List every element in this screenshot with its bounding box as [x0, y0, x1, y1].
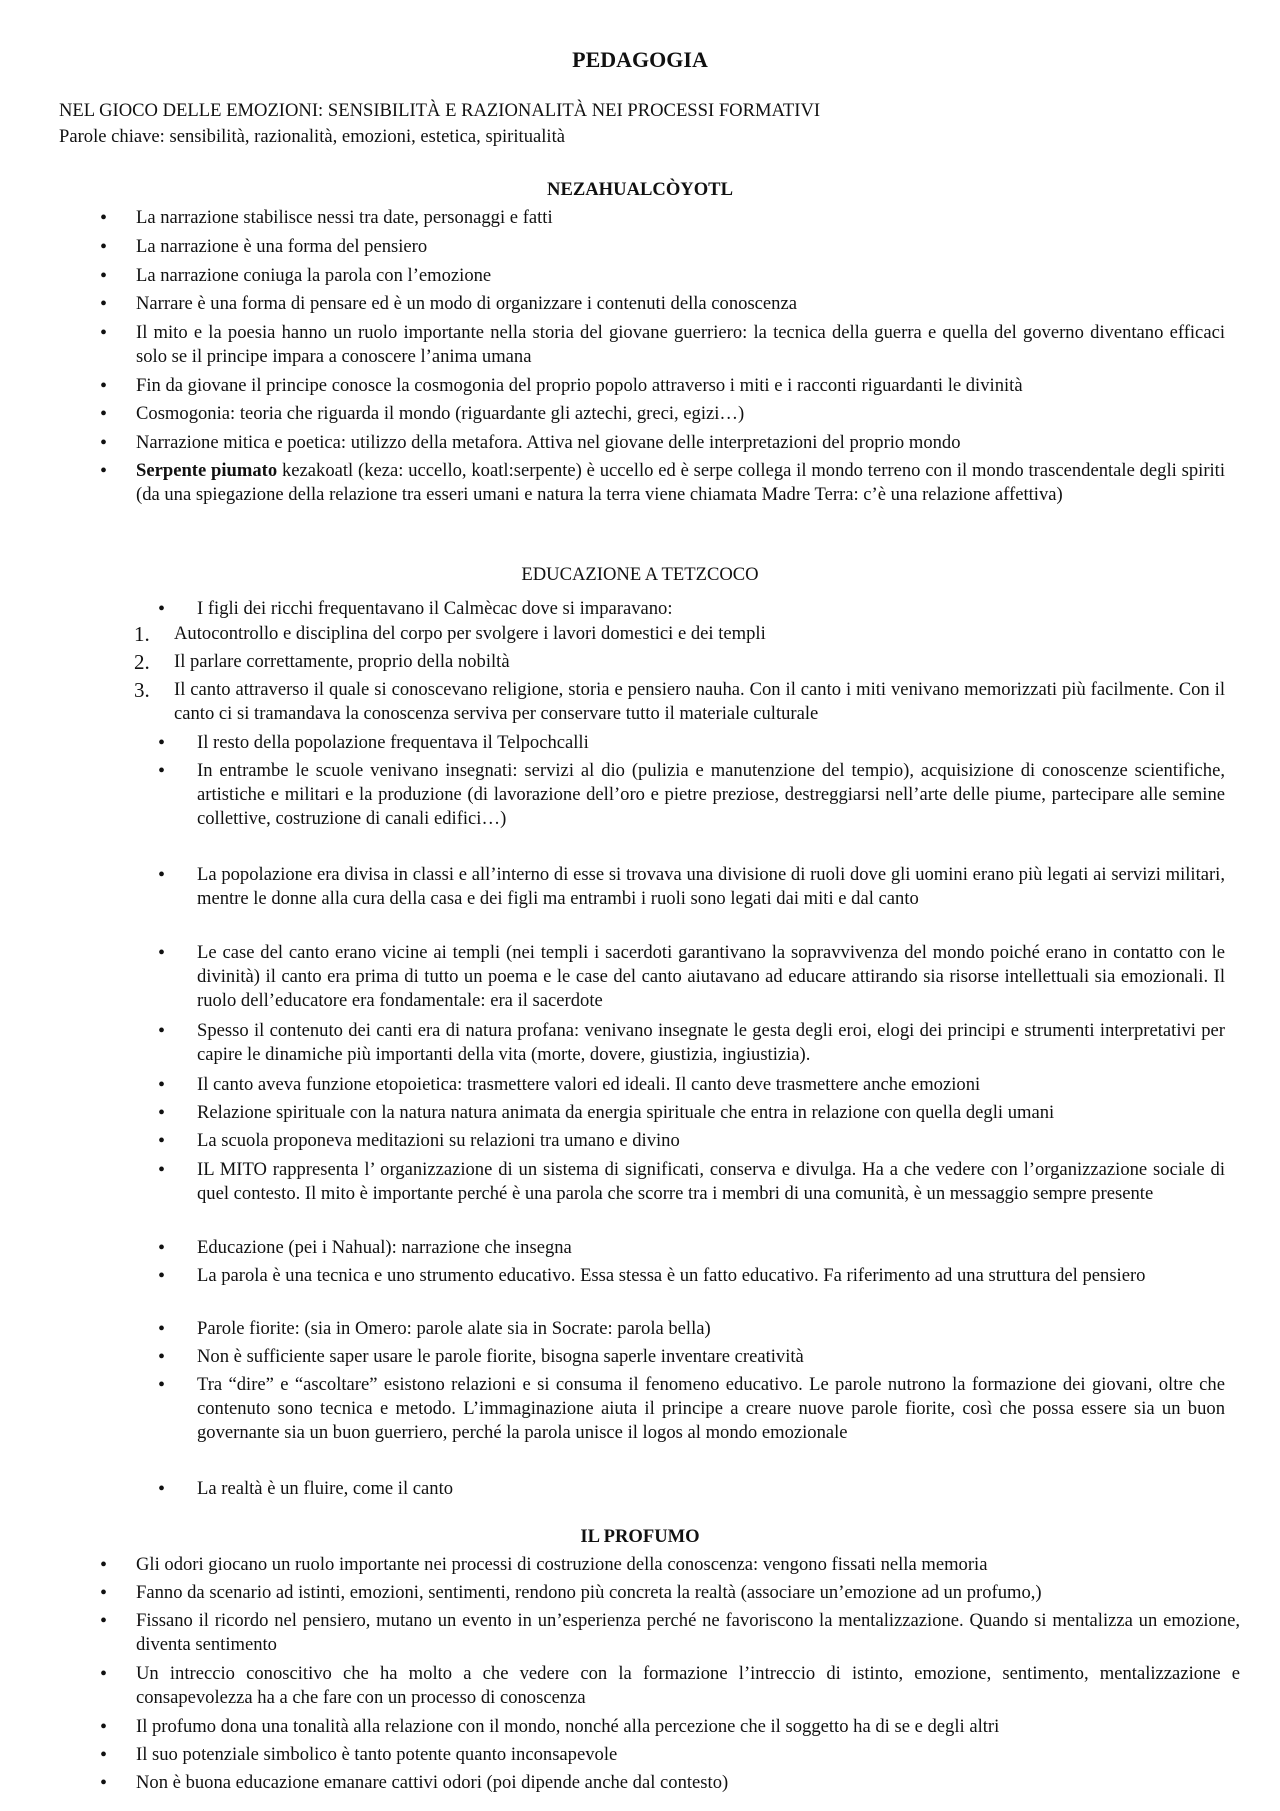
list-item: • Il resto della popolazione frequentava il Telpochcalli: [197, 731, 1225, 755]
list-item: • Narrazione mitica e poetica: utilizzo della metafora. Attiva nel giovane delle interpretazioni del proprio mondo: [136, 431, 1225, 455]
numbered-item: [134, 650, 1225, 674]
bold-term: Serpente piumato: [136, 460, 278, 481]
item-number: 1.: [134, 622, 150, 646]
list-item: • Non è sufficiente saper usare le parole fiorite, bisogna saperle inventare creatività: [197, 1345, 1225, 1369]
document-title: PEDAGOGIA: [572, 47, 708, 72]
list-item: • Un intreccio conoscitivo che ha molto a che vedere con la formazione l’intreccio di istinto, emozione, sentimento, mentalizzazione e consapevolezza ha a che fare con un processo di conoscenza: [136, 1662, 1240, 1710]
list-item: • Il suo potenziale simbolico è tanto potente quanto inconsapevole: [136, 1743, 1240, 1767]
list-item: • IL MITO rappresenta l’ organizzazione di un sistema di significati, conserva e divulga. Ha a che vedere con l’organizzazione sociale di quel contesto. Il mito è importante perché è una parola che scorre tra i membri di una comunità, è un messaggio sempre presente: [197, 1158, 1225, 1206]
item-text: kezakoatl (keza: uccello, koatl:serpente) è uccello ed è serpe collega il mondo terreno con il mondo trascendentale degli spiriti (da una spiegazione della relazione tra esseri umani e natura la terra viene chiamata Madre Terra: c’è una relazione affettiva): [136, 460, 1226, 505]
numbered-item: [134, 678, 1225, 726]
list-item: • Parole fiorite: (sia in Omero: parole alate sia in Socrate: parola bella): [197, 1317, 1225, 1341]
list-item: • Gli odori giocano un ruolo importante nei processi di costruzione della conoscenza: vengono fissati nella memoria: [136, 1553, 1240, 1577]
list-item: • Non è buona educazione emanare cattivi odori (poi dipende anche dal contesto): [136, 1771, 1240, 1795]
list-item: • Narrare è una forma di pensare ed è un modo di organizzare i contenuti della conoscenza: [136, 292, 1225, 316]
list-item: • Tra “dire” e “ascoltare” esistono relazioni e si consuma il fenomeno educativo. Le parole nutrono la formazione dei giovani, oltre che contenuto sono tecnica e metodo. L’immaginazione aiuta il principe a creare nuove parole fiorite, così che possa essere sia un buon governante sia un buon guerriero, perché la parola unisce il logos al mondo emozionale: [197, 1373, 1225, 1445]
keywords-line: Parole chiave: sensibilità, razionalità, emozioni, estetica, spiritualità: [59, 126, 565, 147]
numbered-item: [134, 622, 1225, 646]
list-item: [136, 459, 1225, 507]
list-item: • Spesso il contenuto dei canti era di natura profana: venivano insegnate le gesta degli eroi, elogi dei principi e strumenti interpretativi per capire le dinamiche più importanti della vita (morte, dovere, giustizia, ingiustizia).: [197, 1019, 1225, 1067]
list-item: • Fanno da scenario ad istinti, emozioni, sentimenti, rendono più concreta la realtà (associare un’emozione ad un profumo,): [136, 1581, 1240, 1605]
intro-item: • I figli dei ricchi frequentavano il Calmècac dove si imparavano:: [197, 597, 673, 621]
item-number: 2.: [134, 650, 150, 674]
list-item: • Relazione spirituale con la natura natura animata da energia spirituale che entra in relazione con quella degli umani: [197, 1101, 1225, 1125]
list-item: • Fissano il ricordo nel pensiero, mutano un evento in un’esperienza perché ne favoriscono la mentalizzazione. Quando si mentalizza un emozione, diventa sentimento: [136, 1609, 1240, 1657]
list-item: • La narrazione è una forma del pensiero: [136, 235, 1225, 259]
list-item: • Cosmogonia: teoria che riguarda il mondo (riguardante gli aztechi, greci, egizi…): [136, 402, 1225, 426]
list-item: • In entrambe le scuole venivano insegnati: servizi al dio (pulizia e manutenzione del tempio), acquisizione di conoscenze scientifiche, artistiche e militari e la produzione (di lavorazione dell’oro e pietre preziose, destreggiarsi nell’arte delle piume, partecipare alle semine collettive, costruzione di canali edifici…): [197, 759, 1225, 831]
list-item: • Il profumo dona una tonalità alla relazione con il mondo, nonché alla percezione che il soggetto ha di se e degli altri: [136, 1715, 1240, 1739]
list-item: • La narrazione coniuga la parola con l’emozione: [136, 264, 1225, 288]
list-item: • La narrazione stabilisce nessi tra date, personaggi e fatti: [136, 206, 1225, 230]
item-text: Il parlare correttamente, proprio della nobiltà: [174, 651, 510, 672]
list-item: • La popolazione era divisa in classi e all’interno di esse si trovava una divisione di ruoli dove gli uomini erano più legati ai servizi militari, mentre le donne alla cura della casa e dei figli ma entrambi i ruoli sono legati dai miti e dal canto: [197, 863, 1225, 911]
item-text: Autocontrollo e disciplina del corpo per svolgere i lavori domestici e dei templi: [174, 623, 766, 644]
item-text: Il canto attraverso il quale si conoscevano religione, storia e pensiero nauha. Con il canto i miti venivano memorizzati più facilmente. Con il canto ci si tramandava la conoscenza serviva per conservare tutto il materiale culturale: [174, 679, 1225, 724]
item-number: 3.: [134, 678, 150, 702]
document-subtitle: NEL GIOCO DELLE EMOZIONI: SENSIBILITÀ E RAZIONALITÀ NEI PROCESSI FORMATIVI: [59, 100, 821, 121]
list-item: • La realtà è un fluire, come il canto: [197, 1477, 1225, 1501]
list-item: • Educazione (pei i Nahual): narrazione che insegna: [197, 1236, 1225, 1260]
section-heading-profumo: IL PROFUMO: [580, 1526, 700, 1547]
list-item: • Le case del canto erano vicine ai templi (nei templi i sacerdoti garantivano la sopravvivenza del mondo poiché erano in contatto con le divinità) il canto era prima di tutto un poema e le case del canto aiutavano ad educare attirando sia risorse intellettuali sia emozionali. Il ruolo dell’educatore era fondamentale: era il sacerdote: [197, 941, 1225, 1013]
list-item: • Fin da giovane il principe conosce la cosmogonia del proprio popolo attraverso i miti e i racconti riguardanti le divinità: [136, 374, 1225, 398]
list-item: • Il mito e la poesia hanno un ruolo importante nella storia del giovane guerriero: la tecnica della guerra e quella del governo diventano efficaci solo se il principe impara a conoscere l’anima umana: [136, 321, 1225, 369]
list-item: • La parola è una tecnica e uno strumento educativo. Essa stessa è un fatto educativo. Fa riferimento ad una struttura del pensiero: [197, 1264, 1225, 1288]
list-item: • Il canto aveva funzione etopoietica: trasmettere valori ed ideali. Il canto deve trasmettere anche emozioni: [197, 1073, 1225, 1097]
section-heading-nezahualcoyotl: NEZAHUALCÒYOTL: [547, 179, 733, 200]
list-item: • La scuola proponeva meditazioni su relazioni tra umano e divino: [197, 1129, 1225, 1153]
section-heading-educazione: EDUCAZIONE A TETZCOCO: [521, 564, 759, 585]
